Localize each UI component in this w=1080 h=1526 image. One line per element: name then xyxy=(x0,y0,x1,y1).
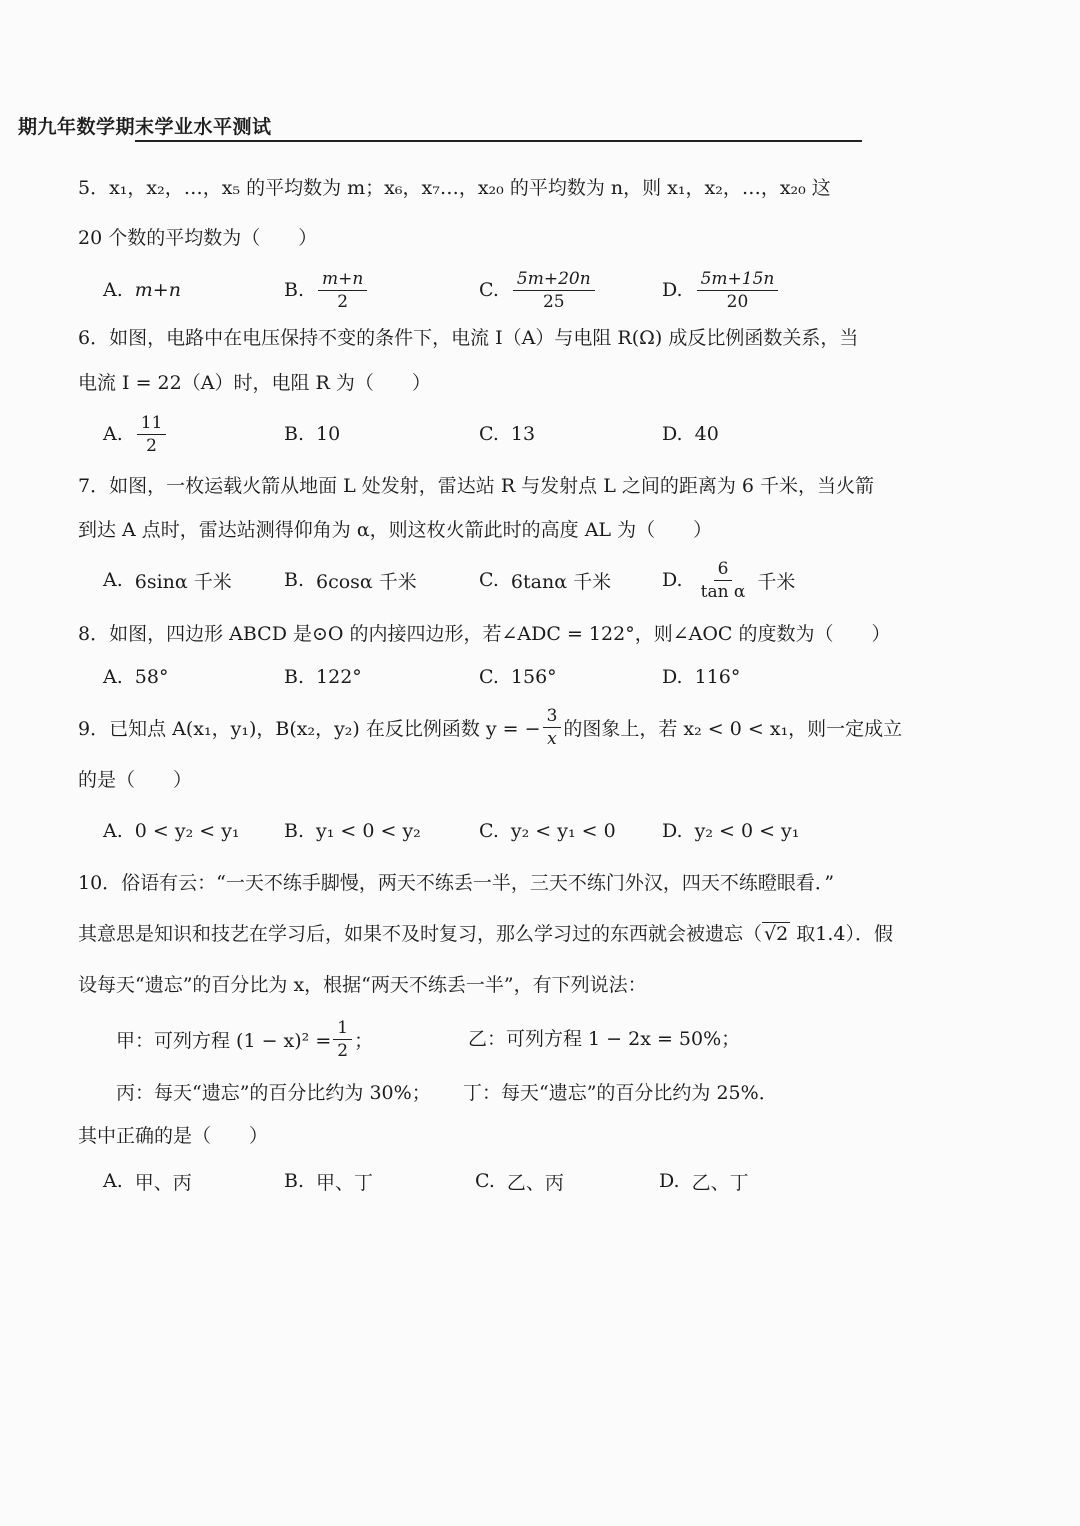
option-label: C. xyxy=(479,666,499,688)
option-d[interactable] xyxy=(659,1156,749,1206)
question-7-line-2: 到达 A 点时，雷达站测得仰角为 α，则这枚火箭此时的高度 AL 为（ ） xyxy=(78,519,713,541)
header-rule xyxy=(135,140,862,142)
option-b[interactable] xyxy=(284,806,421,856)
option-label: A. xyxy=(103,1170,123,1192)
question-7-line-1: 7．如图，一枚运载火箭从地面 L 处发射，雷达站 R 与发射点 L 之间的距离为 6 千米，当火箭 xyxy=(78,475,875,497)
fraction: $\frac{1}{2}$ xyxy=(333,1017,352,1062)
option-text: y₂ < y₁ < 0 xyxy=(510,820,616,842)
fraction: $\frac{5m+15n}{20}$ xyxy=(697,268,779,313)
q10-text-after: 取1.4）．假 xyxy=(790,923,893,945)
option-c[interactable] xyxy=(475,1156,564,1206)
option-b[interactable] xyxy=(284,265,369,315)
option-b[interactable] xyxy=(284,555,417,605)
option-d[interactable] xyxy=(662,265,780,315)
option-label: C. xyxy=(475,1170,495,1192)
option-c[interactable] xyxy=(479,409,535,459)
q10-text-before: 其意思是知识和技艺在学习后，如果不及时复习，那么学习过的东西就会被遗忘（ xyxy=(78,923,763,945)
fraction: $\frac{6}{\text{tan α}}$ xyxy=(700,558,746,602)
option-text: 10 xyxy=(316,423,341,445)
question-5-options xyxy=(0,265,1080,315)
option-d[interactable] xyxy=(662,555,795,605)
question-7-options xyxy=(0,555,1080,605)
option-label: D. xyxy=(662,279,683,301)
statement-bing: 丙：每天“遗忘”的百分比约为 30%； xyxy=(116,1082,431,1104)
option-c[interactable] xyxy=(479,652,557,702)
jia-end: ； xyxy=(354,1029,374,1052)
option-text: 0 < y₂ < y₁ xyxy=(134,820,240,842)
option-label: B. xyxy=(284,423,305,445)
option-label: A. xyxy=(103,279,123,301)
option-label: C. xyxy=(479,423,499,445)
question-10-line-1: 10．俗语有云：“一天不练手脚慢，两天不练丢一半，三天不练门外汉，四天不练瞪眼看．” xyxy=(78,872,835,894)
question-6-line-2: 电流 I = 22（A）时，电阻 R 为（ ） xyxy=(78,372,431,394)
option-text: 乙、丁 xyxy=(691,1171,749,1194)
option-text: 40 xyxy=(694,423,719,445)
statement-yi: 乙：可列方程 1 − 2x = 50%； xyxy=(468,1028,741,1050)
option-text: 58° xyxy=(134,666,169,688)
option-text: 6sinα 千米 xyxy=(134,570,232,593)
option-label: C. xyxy=(479,279,499,301)
option-text: 6tanα 千米 xyxy=(510,570,612,593)
option-text: 6cosα 千米 xyxy=(316,570,417,593)
option-label: B. xyxy=(284,569,305,591)
option-d[interactable] xyxy=(662,409,719,459)
option-a[interactable] xyxy=(103,409,168,459)
option-text: 甲、丁 xyxy=(316,1171,374,1194)
option-b[interactable] xyxy=(284,652,362,702)
statement-ding: 丁：每天“遗忘”的百分比约为 25%． xyxy=(463,1082,778,1104)
option-label: A. xyxy=(103,569,123,591)
option-text: 13 xyxy=(510,423,536,445)
option-label: A. xyxy=(103,423,123,445)
q9-text-before: 9．已知点 A(x₁，y₁)，B(x₂，y₂) 在反比例函数 y = − xyxy=(78,717,541,740)
question-6-options xyxy=(0,409,1080,459)
option-label: A. xyxy=(103,820,123,842)
option-text: 乙、丙 xyxy=(506,1171,564,1194)
option-label: B. xyxy=(284,820,305,842)
option-a[interactable] xyxy=(103,265,181,315)
question-10-line-2 xyxy=(78,920,893,948)
option-text: 156° xyxy=(510,666,557,688)
option-unit: 千米 xyxy=(757,570,796,593)
option-text: 116° xyxy=(694,666,741,688)
question-8-line-1: 8．如图，四边形 ABCD 是⊙O 的内接四边形，若∠ADC = 122°，则∠AOC 的度数为（ ） xyxy=(78,623,891,645)
option-c[interactable] xyxy=(479,555,611,605)
option-label: A. xyxy=(103,666,123,688)
fraction: $\frac{m+n}{2}$ xyxy=(318,268,367,313)
exam-header: 期九年数学期末学业水平测试 xyxy=(18,116,272,138)
option-label: C. xyxy=(479,820,499,842)
question-10-options xyxy=(0,1156,1080,1206)
option-text: m+n xyxy=(134,279,181,301)
option-label: B. xyxy=(284,666,305,688)
option-text: 甲、丙 xyxy=(134,1171,192,1194)
option-label: B. xyxy=(284,279,305,301)
option-label: C. xyxy=(479,569,499,591)
question-9-line-1 xyxy=(78,702,902,752)
statement-jia xyxy=(116,1014,373,1064)
option-b[interactable] xyxy=(284,409,340,459)
option-d[interactable] xyxy=(662,652,740,702)
option-text: y₂ < 0 < y₁ xyxy=(694,820,800,842)
question-10-line-3: 设每天“遗忘”的百分比为 x，根据“两天不练丢一半”，有下列说法： xyxy=(78,974,647,996)
option-label: D. xyxy=(662,569,683,591)
option-a[interactable] xyxy=(103,1156,192,1206)
fraction: $\frac{3}{x}$ xyxy=(543,705,562,750)
question-10-stem-end: 其中正确的是（ ） xyxy=(78,1125,269,1147)
question-9-options xyxy=(0,806,1080,856)
q9-text-after: 的图象上，若 x₂ < 0 < x₁，则一定成立 xyxy=(563,717,903,740)
question-5-line-2: 20 个数的平均数为（ ） xyxy=(78,227,318,249)
option-c[interactable] xyxy=(479,265,597,315)
question-9-line-2: 的是（ ） xyxy=(78,769,193,791)
option-a[interactable] xyxy=(103,652,168,702)
option-b[interactable] xyxy=(284,1156,373,1206)
fraction: $\frac{5m+20n}{25}$ xyxy=(513,268,595,313)
question-5-line-1: 5．x₁，x₂，…，x₅ 的平均数为 m；x₆，x₇…，x₂₀ 的平均数为 n，则 x₁，x₂，…，x₂₀ 这 xyxy=(78,177,831,199)
fraction: $\frac{11}{2}$ xyxy=(137,412,167,457)
option-a[interactable] xyxy=(103,806,240,856)
option-label: D. xyxy=(662,820,683,842)
option-a[interactable] xyxy=(103,555,232,605)
option-d[interactable] xyxy=(662,806,799,856)
question-6-line-1: 6．如图，电路中在电压保持不变的条件下，电流 I（A）与电阻 R(Ω) 成反比例函数关系，当 xyxy=(78,327,859,349)
jia-text: 甲：可列方程 (1 − x)² = xyxy=(116,1029,332,1052)
sqrt-2: √2 xyxy=(764,923,789,945)
option-label: B. xyxy=(284,1170,305,1192)
option-c[interactable] xyxy=(479,806,616,856)
option-label: D. xyxy=(659,1170,680,1192)
option-text: y₁ < 0 < y₂ xyxy=(316,820,421,842)
question-8-options xyxy=(0,652,1080,702)
option-label: D. xyxy=(662,423,683,445)
option-label: D. xyxy=(662,666,683,688)
option-text: 122° xyxy=(316,666,362,688)
